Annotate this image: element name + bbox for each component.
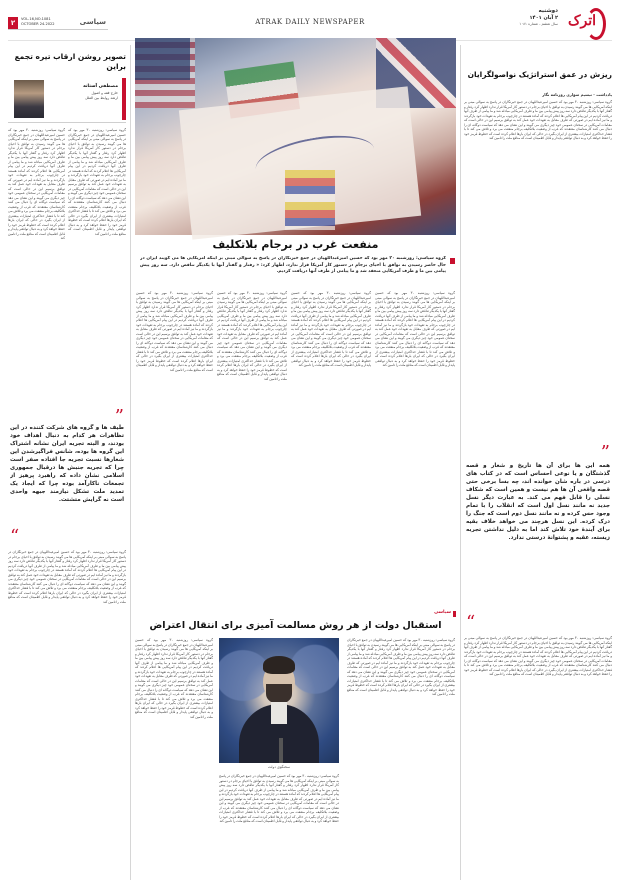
lead-marker: [450, 258, 455, 264]
quote-close-icon: “: [10, 526, 20, 547]
main-lead: گروه سیاسی: روزشنبه ۳۰ مهر بود که حسین امیرعبداللهیان در جمع خبرنگاران در پاسخ به سوالی مبنی بر اینکه آمریکایی ها می گویند ایران در حال حاضر رسیدن به توافق با احیای برجام در دستور کار آمریکا قرار ندارد، اظهار کرد: « رفتار و گفتار آنها با یکدیگر تناقض دارد. سه روز پیش پیامی بین ما و طرف آمریکایی منعقد شد و ما پیامی از طرف آنها دریافت کردیم.: [140, 256, 446, 274]
vol-text: VOL.16,NO.1081: [21, 17, 51, 21]
right-article: [464, 70, 612, 882]
main-body-col-3: گروه سیاسی: روزشنبه ۳۰ مهر بود که حسین امیرعبداللهیان در جمع خبرنگاران در پاسخ به سوالی مبنی بر اینکه آمریکایی ها می گویند رسیدن به توافق با احیای برجام در دستور کار آمریکا قرار ندارد اظهار کرد رفتار و گفتار آنها با یکدیگر تناقض دارد سه روز پیش پیامی بین ما و طرف آمریکایی مبادله شد و ما پیامی از طرف آنها دریافت کردیم در این پیام آمریکایی ها اعلام کردند که آماده هستند در چارچوب برجام به تعهدات خود بازگردند و ما نیز آماده ایم در صورتی که طرف مقابل به تعهدات خود عمل کند به توافق برسیم این در حالی است که مقامات آمریکایی در سخنان عمومی خود چیز دیگری می گویند و این نشان می دهد که سیاست دوگانه ای را دنبال می کنند کارشناسان معتقدند که غرب از وضعیت بلاتکلیف برجام منفعت می برد و تلاش می کند تا با فشار حداکثری امتیازات بیشتری از ایران بگیرد در حالی که ایران بارها اعلام کرده است که خطوط قرمز خود را حفظ خواهد کرد و به دنبال توافقی پایدار و قابل اطمینان است که منافع ملت را تامین کند: [217, 291, 287, 381]
right-headline: ریزش در عمق استراتژیک نواصولگرایان: [467, 70, 612, 79]
author-name: مصطفی آستانه: [83, 84, 118, 89]
right-quote-close-icon: “: [466, 612, 476, 633]
second-section-bar: [453, 611, 456, 617]
vol-block: [21, 17, 55, 27]
second-section-label: سیاسی: [434, 610, 451, 615]
second-body-col-2: گروه سیاسی: روزشنبه ۳۰ مهر بود که حسین امیرعبداللهیان در جمع خبرنگاران در پاسخ به سوالی مبنی بر اینکه آمریکایی ها می گویند رسیدن به توافق با احیای برجام در دستور کار آمریکا قرار ندارد اظهار کرد رفتار و گفتار آنها با یکدیگر تناقض دارد سه روز پیش پیامی بین ما و طرف آمریکایی مبادله شد و ما پیامی از طرف آنها دریافت کردیم در این پیام آمریکایی ها اعلام کردند که آماده هستند در چارچوب برجام به تعهدات خود بازگردند و ما نیز آماده ایم در صورتی که طرف مقابل به تعهدات خود عمل کند به توافق برسیم این در حالی است که مقامات آمریکایی در سخنان عمومی خود چیز دیگری می گویند و این نشان می دهد که سیاست دوگانه ای را دنبال می کنند کارشناسان معتقدند که غرب از وضعیت بلاتکلیف برجام منفعت می برد و تلاش می کند تا با فشار حداکثری امتیازات بیشتری از ایران بگیرد در حالی که ایران بارها اعلام کرده است که خطوط قرمز خود را حفظ خواهد کرد و به دنبال توافقی پایدار و قابل اطمینان است که منافع ملت را تامین کند: [135, 638, 213, 719]
hair-shape: [263, 656, 295, 674]
right-pull-quote: همه این ها برای آن ها تاریخ و شعار و قصه گذشتگان و یا نوعی احساس است که در کتاب های درسی در باره شان خوانده اند، چه بسا برخی حتی قصه واقعی آن ها هم نیست و همین است که شکاف نسلی را قابل فهم می کند. به عبارت دیگر نسل جدید نه مانند نسل اول است که انقلاب را با تمام وجود حس کرده و نه مانند نسل دوم است که جنگ را درک کرده. این نسل هرچند می خواهد خلاف بقیه برای آیندۀ خود تلاش کند اما به دلیل نداشتن تجربه زیسته، عقبه و پشتوانۀ درستی ندارد.: [466, 463, 610, 541]
section-label: سیاسی: [79, 18, 106, 26]
right-body-1: گروه سیاسی: روزشنبه ۳۰ مهر بود که حسین امیرعبداللهیان در جمع خبرنگاران در پاسخ به سوالی مبنی بر اینکه آمریکایی ها می گویند رسیدن به توافق با احیای برجام در دستور کار آمریکا قرار ندارد اظهار کرد رفتار و گفتار آنها با یکدیگر تناقض دارد سه روز پیش پیامی بین ما و طرف آمریکایی مبادله شد و ما پیامی از طرف آنها دریافت کردیم در این پیام آمریکایی ها اعلام کردند که آماده هستند در چارچوب برجام به تعهدات خود بازگردند و ما نیز آماده ایم در صورتی که طرف مقابل به تعهدات خود عمل کند به توافق برسیم این در حالی است که مقامات آمریکایی در سخنان عمومی خود چیز دیگری می گویند و این نشان می دهد که سیاست دوگانه ای را دنبال می کنند کارشناسان معتقدند که غرب از وضعیت بلاتکلیف برجام منفعت می برد و تلاش می کند تا با فشار حداکثری امتیازات بیشتری از ایران بگیرد در حالی که ایران بارها اعلام کرده است که خطوط قرمز خود را حفظ خواهد کرد و به دنبال توافقی پایدار و قابل اطمینان است که منافع ملت را تامین کند: [464, 100, 612, 140]
left-pull-quote: طیف ها و گروه های شرکت کننده در این تظاهرات هر کدام به دنبال اهداف خود بودند، و البته تجربه ایران نشانه اشتراک این گروه ها بوده، شانس فراگیرشدن این شعارها نسبت تجربه جا افتاده صفر است چرا که تجربه جنبش ها درقبال جمهوری اسلامی نشان داده که راهبرد پرهیز از تجمعات ناکارآمد بوده چرا که ایجاد یک تمدید ملت تشکل نیازمند جبهه واحدی است نه گرایش متشتت.: [10, 425, 124, 503]
note-badge: [122, 78, 126, 120]
main-body-col-2: گروه سیاسی: روزشنبه ۳۰ مهر بود که حسین امیرعبداللهیان در جمع خبرنگاران در پاسخ به سوالی مبنی بر اینکه آمریکایی ها می گویند رسیدن به توافق با احیای برجام در دستور کار آمریکا قرار ندارد اظهار کرد رفتار و گفتار آنها با یکدیگر تناقض دارد سه روز پیش پیامی بین ما و طرف آمریکایی مبادله شد و ما پیامی از طرف آنها دریافت کردیم در این پیام آمریکایی ها اعلام کردند که آماده هستند در چارچوب برجام به تعهدات خود بازگردند و ما نیز آماده ایم در صورتی که طرف مقابل به تعهدات خود عمل کند به توافق برسیم این در حالی است که مقامات آمریکایی در سخنان عمومی خود چیز دیگری می گویند و این نشان می دهد که سیاست دوگانه ای را دنبال می کنند کارشناسان معتقدند که غرب از وضعیت بلاتکلیف برجام منفعت می برد و تلاش می کند تا با فشار حداکثری امتیازات بیشتری از ایران بگیرد در حالی که ایران بارها اعلام کرده است که خطوط قرمز خود را حفظ خواهد کرد و به دنبال توافقی پایدار و قابل اطمینان است که منافع ملت را تامین کند: [291, 291, 371, 367]
second-body-col-3: گروه سیاسی: روزشنبه ۳۰ مهر بود که حسین امیرعبداللهیان در جمع خبرنگاران در پاسخ به سوالی مبنی بر اینکه آمریکایی ها می گویند رسیدن به توافق با احیای برجام در دستور کار آمریکا قرار ندارد اظهار کرد رفتار و گفتار آنها با یکدیگر تناقض دارد سه روز پیش پیامی بین ما و طرف آمریکایی مبادله شد و ما پیامی از طرف آنها دریافت کردیم در این پیام آمریکایی ها اعلام کردند که آماده هستند در چارچوب برجام به تعهدات خود بازگردند و ما نیز آماده ایم در صورتی که طرف مقابل به تعهدات خود عمل کند به توافق برسیم این در حالی است که مقامات آمریکایی در سخنان عمومی خود چیز دیگری می گویند و این نشان می دهد که سیاست دوگانه ای را دنبال می کنند کارشناسان معتقدند که غرب از وضعیت بلاتکلیف برجام منفعت می برد و تلاش می کند تا با فشار حداکثری امتیازات بیشتری از ایران بگیرد در حالی که ایران بارها اعلام کرده است که خطوط قرمز خود را حفظ خواهد کرد و به دنبال توافقی پایدار و قابل اطمینان است که منافع ملت را تامین کند: [219, 774, 339, 823]
logo-text: اترک: [567, 13, 596, 29]
beard-shape: [266, 684, 292, 704]
col-divider-right: [460, 45, 461, 880]
second-section: [396, 610, 456, 618]
col-divider-left: [130, 45, 131, 880]
right-body-2: گروه سیاسی: روزشنبه ۳۰ مهر بود که حسین امیرعبداللهیان در جمع خبرنگاران در پاسخ به سوالی مبنی بر اینکه آمریکایی ها می گویند رسیدن به توافق با احیای برجام در دستور کار آمریکا قرار ندارد اظهار کرد رفتار و گفتار آنها با یکدیگر تناقض دارد سه روز پیش پیامی بین ما و طرف آمریکایی مبادله شد و ما پیامی از طرف آنها دریافت کردیم در این پیام آمریکایی ها اعلام کردند که آماده هستند در چارچوب برجام به تعهدات خود بازگردند و ما نیز آماده ایم در صورتی که طرف مقابل به تعهدات خود عمل کند به توافق برسیم این در حالی است که مقامات آمریکایی در سخنان عمومی خود چیز دیگری می گویند و این نشان می دهد که سیاست دوگانه ای را دنبال می کنند کارشناسان معتقدند که غرب از وضعیت بلاتکلیف برجام منفعت می برد و تلاش می کند تا با فشار حداکثری امتیازات بیشتری از ایران بگیرد در حالی که ایران بارها اعلام کرده است که خطوط قرمز خود را حفظ خواهد کرد و به دنبال توافقی پایدار و قابل اطمینان است که منافع ملت را تامین کند: [464, 636, 612, 676]
left-body-3: گروه سیاسی: روزشنبه ۳۰ مهر بود که حسین امیرعبداللهیان در جمع خبرنگاران در پاسخ به سوالی مبنی بر اینکه آمریکایی ها می گویند رسیدن به توافق با احیای برجام در دستور کار آمریکا قرار ندارد اظهار کرد رفتار و گفتار آنها با یکدیگر تناقض دارد سه روز پیش پیامی بین ما و طرف آمریکایی مبادله شد و ما پیامی از طرف آنها دریافت کردیم در این پیام آمریکایی ها اعلام کردند که آماده هستند در چارچوب برجام به تعهدات خود بازگردند و ما نیز آماده ایم در صورتی که طرف مقابل به تعهدات خود عمل کند به توافق برسیم این در حالی است که مقامات آمریکایی در سخنان عمومی خود چیز دیگری می گویند و این نشان می دهد که سیاست دوگانه ای را دنبال می کنند کارشناسان معتقدند که غرب از وضعیت بلاتکلیف برجام منفعت می برد و تلاش می کند تا با فشار حداکثری امتیازات بیشتری از ایران بگیرد در حالی که ایران بارها اعلام کرده است که خطوط قرمز خود را حفظ خواهد کرد و به دنبال توافقی پایدار و قابل اطمینان است که منافع ملت را تامین کند: [8, 550, 126, 604]
page-number: ۲: [10, 19, 16, 27]
date-block: [468, 8, 558, 26]
author-title-1: خارج فقه و اصول: [91, 91, 118, 95]
issue-fa: سال ششم - شماره ۱۰۸۱: [519, 22, 558, 26]
page-tag: [8, 17, 108, 30]
right-byline: یادداشت - تبسیم سواری روزنامه نگار: [542, 92, 612, 97]
logo-mark: [566, 8, 606, 34]
right-quote-open-icon: ”: [600, 442, 610, 463]
left-body-1: گروه سیاسی: روزشنبه ۳۰ مهر بود که حسین امیرعبداللهیان در جمع خبرنگاران در پاسخ به سوالی مبنی بر اینکه آمریکایی ها می گویند رسیدن به توافق با احیای برجام در دستور کار آمریکا قرار ندارد اظهار کرد رفتار و گفتار آنها با یکدیگر تناقض دارد سه روز پیش پیامی بین ما و طرف آمریکایی مبادله شد و ما پیامی از طرف آنها دریافت کردیم در این پیام آمریکایی ها اعلام کردند که آماده هستند در چارچوب برجام به تعهدات خود بازگردند و ما نیز آماده ایم در صورتی که طرف مقابل به تعهدات خود عمل کند به توافق برسیم این در حالی است که مقامات آمریکایی در سخنان عمومی خود چیز دیگری می گویند و این نشان می دهد که سیاست دوگانه ای را دنبال می کنند کارشناسان معتقدند که غرب از وضعیت بلاتکلیف برجام منفعت می برد و تلاش می کند تا با فشار حداکثری امتیازات بیشتری از ایران بگیرد در حالی که ایران بارها اعلام کرده است که خطوط قرمز خود را حفظ خواهد کرد و به دنبال توافقی پایدار و قابل اطمینان است که منافع ملت را تامین کند: [68, 128, 126, 236]
second-headline: استقبال دولت از هر روش مسالمت آمیزی برای انتقال اعتراض: [149, 620, 442, 631]
date-line: دوشنبه: [538, 8, 558, 14]
main-headline: منفعت غرب در برجام بلاتکلیف: [212, 238, 379, 251]
microphone-icon: [279, 738, 283, 763]
main-body-col-1: گروه سیاسی: روزشنبه ۳۰ مهر بود که حسین امیرعبداللهیان در جمع خبرنگاران در پاسخ به سوالی مبنی بر اینکه آمریکایی ها می گویند رسیدن به توافق با احیای برجام در دستور کار آمریکا قرار ندارد اظهار کرد رفتار و گفتار آنها با یکدیگر تناقض دارد سه روز پیش پیامی بین ما و طرف آمریکایی مبادله شد و ما پیامی از طرف آنها دریافت کردیم در این پیام آمریکایی ها اعلام کردند که آماده هستند در چارچوب برجام به تعهدات خود بازگردند و ما نیز آماده ایم در صورتی که طرف مقابل به تعهدات خود عمل کند به توافق برسیم این در حالی است که مقامات آمریکایی در سخنان عمومی خود چیز دیگری می گویند و این نشان می دهد که سیاست دوگانه ای را دنبال می کنند کارشناسان معتقدند که غرب از وضعیت بلاتکلیف برجام منفعت می برد و تلاش می کند تا با فشار حداکثری امتیازات بیشتری از ایران بگیرد در حالی که ایران بارها اعلام کرده است که خطوط قرمز خود را حفظ خواهد کرد و به دنبال توافقی پایدار و قابل اطمینان است که منافع ملت را تامین کند: [375, 291, 455, 367]
small-flags-strip: [285, 170, 335, 230]
author-box: [48, 84, 118, 100]
date-en: OCTOBER 24.2022: [21, 22, 55, 26]
left-article: [8, 50, 126, 880]
photo-caption: سخنگوی دولت: [267, 765, 291, 769]
english-title: ATRAK DAILY NEWSPAPER: [255, 18, 365, 26]
shirt-collar: [271, 702, 287, 724]
left-rule: [8, 122, 126, 123]
second-body-col-1: گروه سیاسی: روزشنبه ۳۰ مهر بود که حسین امیرعبداللهیان در جمع خبرنگاران در پاسخ به سوالی مبنی بر اینکه آمریکایی ها می گویند رسیدن به توافق با احیای برجام در دستور کار آمریکا قرار ندارد اظهار کرد رفتار و گفتار آنها با یکدیگر تناقض دارد سه روز پیش پیامی بین ما و طرف آمریکایی مبادله شد و ما پیامی از طرف آنها دریافت کردیم در این پیام آمریکایی ها اعلام کردند که آماده هستند در چارچوب برجام به تعهدات خود بازگردند و ما نیز آماده ایم در صورتی که طرف مقابل به تعهدات خود عمل کند به توافق برسیم این در حالی است که مقامات آمریکایی در سخنان عمومی خود چیز دیگری می گویند و این نشان می دهد که سیاست دوگانه ای را دنبال می کنند کارشناسان معتقدند که غرب از وضعیت بلاتکلیف برجام منفعت می برد و تلاش می کند تا با فشار حداکثری امتیازات بیشتری از ایران بگیرد در حالی که ایران بارها اعلام کرده است که خطوط قرمز خود را حفظ خواهد کرد و به دنبال توافقی پایدار و قابل اطمینان است که منافع ملت را تامین کند: [347, 638, 455, 696]
spokesman-photo: [219, 638, 339, 763]
left-headline: تصویر روشن ارقاب تیره تجمع براین: [14, 52, 126, 71]
page-number-badge: [8, 17, 18, 29]
flag-stars-icon: [135, 38, 190, 80]
second-article: [135, 610, 456, 882]
quote-open-icon: ”: [114, 406, 124, 427]
main-body-col-4: گروه سیاسی: روزشنبه ۳۰ مهر بود که حسین امیرعبداللهیان در جمع خبرنگاران در پاسخ به سوالی مبنی بر اینکه آمریکایی ها می گویند رسیدن به توافق با احیای برجام در دستور کار آمریکا قرار ندارد اظهار کرد رفتار و گفتار آنها با یکدیگر تناقض دارد سه روز پیش پیامی بین ما و طرف آمریکایی مبادله شد و ما پیامی از طرف آنها دریافت کردیم در این پیام آمریکایی ها اعلام کردند که آماده هستند در چارچوب برجام به تعهدات خود بازگردند و ما نیز آماده ایم در صورتی که طرف مقابل به تعهدات خود عمل کند به توافق برسیم این در حالی است که مقامات آمریکایی در سخنان عمومی خود چیز دیگری می گویند و این نشان می دهد که سیاست دوگانه ای را دنبال می کنند کارشناسان معتقدند که غرب از وضعیت بلاتکلیف برجام منفعت می برد و تلاش می کند تا با فشار حداکثری امتیازات بیشتری از ایران بگیرد در حالی که ایران بارها اعلام کرده است که خطوط قرمز خود را حفظ خواهد کرد و به دنبال توافقی پایدار و قابل اطمینان است که منافع ملت را تامین کند: [136, 291, 213, 372]
left-body-2: گروه سیاسی: روزشنبه ۳۰ مهر بود که حسین امیرعبداللهیان در جمع خبرنگاران در پاسخ به سوالی مبنی بر اینکه آمریکایی ها می گویند رسیدن به توافق با احیای برجام در دستور کار آمریکا قرار ندارد اظهار کرد رفتار و گفتار آنها با یکدیگر تناقض دارد سه روز پیش پیامی بین ما و طرف آمریکایی مبادله شد و ما پیامی از طرف آنها دریافت کردیم در این پیام آمریکایی ها اعلام کردند که آماده هستند در چارچوب برجام به تعهدات خود بازگردند و ما نیز آماده ایم در صورتی که طرف مقابل به تعهدات خود عمل کند به توافق برسیم این در حالی است که مقامات آمریکایی در سخنان عمومی خود چیز دیگری می گویند و این نشان می دهد که سیاست دوگانه ای را دنبال می کنند کارشناسان معتقدند که غرب از وضعیت بلاتکلیف برجام منفعت می برد و تلاش می کند تا با فشار حداکثری امتیازات بیشتری از ایران بگیرد در حالی که ایران بارها اعلام کرده است که خطوط قرمز خود را حفظ خواهد کرد و به دنبال توافقی پایدار و قابل اطمینان است که منافع ملت را تامین کند: [8, 128, 65, 240]
author-photo: [14, 80, 44, 118]
date-fa: ۲ آبان ۱۴۰۱: [529, 15, 558, 21]
main-photo: [135, 38, 456, 235]
author-title-2: ارشد روابط بین الملل: [85, 96, 118, 100]
